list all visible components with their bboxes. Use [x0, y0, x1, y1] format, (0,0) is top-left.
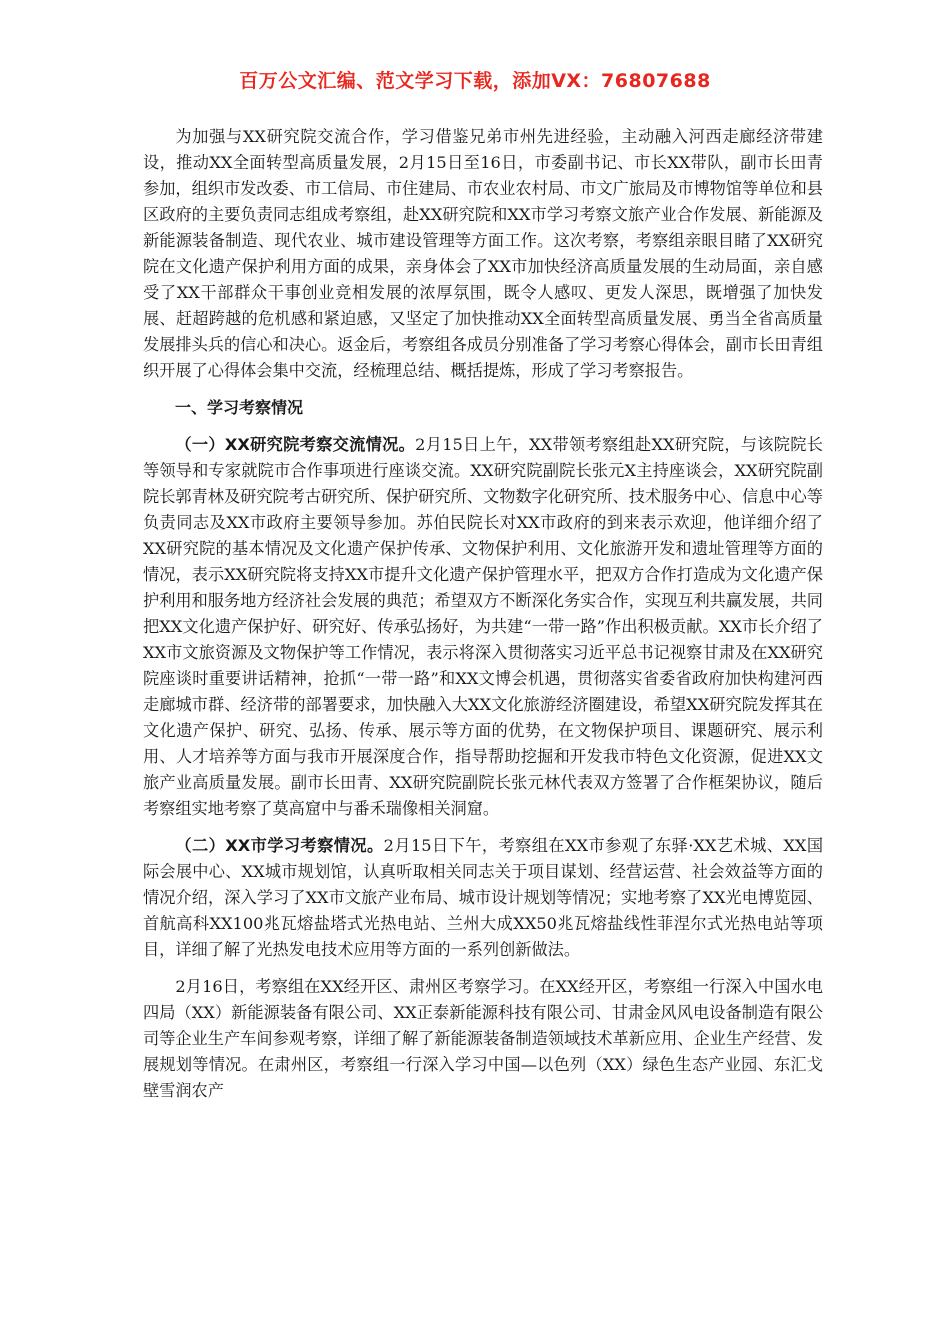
- section-heading: 一、学习考察情况: [175, 398, 304, 417]
- subsection-2-body: 2月15日下午，考察组在XX市参观了东驿·XX艺术城、XX国际会展中心、XX城市规划馆，认真听取相关同志关于项目谋划、经营运营、社会效益等方面的情况介绍，深入学习了XX市文旅产业布局、城市设计规划等情况；实地考察了XX光电博览园、首航高科XX100兆瓦熔盐塔式光热电站、兰州大成XX50兆瓦熔盐线性菲涅尔式光热电站等项目，详细了解了光热发电技术应用等方面的一系列创新做法。: [143, 836, 824, 959]
- subsection-2-paragraph: [143, 833, 823, 963]
- subsection-1-paragraph: [143, 432, 823, 822]
- intro-paragraph: 为加强与XX研究院交流合作，学习借鉴兄弟市州先进经验，主动融入河西走廊经济带建设，推动XX全面转型高质量发展，2月15日至16日，市委副书记、市长XX带队，副市长田青参加，组织市发改委、市工信局、市住建局、市农业农村局、市文广旅局及市博物馆等单位和县区政府的主要负责同志组成考察组，赴XX研究院和XX市学习考察文旅产业合作发展、新能源及新能源装备制造、现代农业、城市建设管理等方面工作。这次考察，考察组亲眼目睹了XX研究院在文化遗产保护利用方面的成果，亲身体会了XX市加快经济高质量发展的生动局面，亲自感受了XX干部群众干事创业竞相发展的浓厚氛围，既令人感叹、更发人深思，既增强了加快发展、赶超跨越的危机感和紧迫感，又坚定了加快推动XX全面转型高质量发展、勇当全省高质量发展排头兵的信心和决心。返金后，考察组各成员分别准备了学习考察心得体会，副市长田青组织开展了心得体会集中交流，经梳理总结、概括提炼，形成了学习考察报告。: [143, 127, 823, 380]
- subsection-1-title: （一）XX研究院考察交流情况。: [175, 435, 416, 454]
- day2-paragraph: 2月16日，考察组在XX经开区、肃州区考察学习。在XX经开区，考察组一行深入中国水电四局（XX）新能源装备有限公司、XX正泰新能源科技有限公司、甘肃金风风电设备制造有限公司等企业生产车间参观考察，详细了解了新能源装备制造领域技术革新应用、企业生产经营、发展规划等情况。在肃州区，考察组一行深入学习中国—以色列（XX）绿色生态产业园、东汇戈壁雪润农产: [143, 977, 823, 1100]
- subsection-2-title: （二）XX市学习考察情况。: [175, 836, 384, 855]
- watermark-banner: 百万公文汇编、范文学习下载，添加VX：76807688: [239, 70, 711, 92]
- document-body: [143, 124, 823, 1115]
- subsection-1-body: 2月15日上午，XX带领考察组赴XX研究院，与该院院长等领导和专家就院市合作事项进行座谈交流。XX研究院副院长张元X主持座谈会，XX研究院副院长郭青林及研究院考古研究所、保护研究所、文物数字化研究所、技术服务中心、信息中心等负责同志及XX市政府主要领导参加。苏伯民院长对XX市政府的到来表示欢迎，他详细介绍了XX研究院的基本情况及文化遗产保护传承、文物保护利用、文化旅游开发和遗址管理等方面的情况，表示XX研究院将支持XX市提升文化遗产保护管理水平，把双方合作打造成为文化遗产保护利用和服务地方经济社会发展的典范；希望双方不断深化务实合作，实现互利共赢发展，共同把XX文化遗产保护好、研究好、传承弘扬好，为共建“一带一路”作出积极贡献。XX市长介绍了XX市文旅资源及文物保护等工作情况，表示将深入贯彻落实习近平总书记视察甘肃及在XX研究院座谈时重要讲话精神，抢抓“一带一路”和XX文博会机遇，贯彻落实省委省政府加快构建河西走廊城市群、经济带的部署要求，加快融入大XX文化旅游经济圈建设，希望XX研究院发挥其在文化遗产保护、研究、弘扬、传承、展示等方面的优势，在文物保护项目、课题研究、展示利用、人才培养等方面与我市开展深度合作，指导帮助挖掘和开发我市特色文化资源，促进XX文旅产业高质量发展。副市长田青、XX研究院副院长张元林代表双方签署了合作框架协议，随后考察组实地考察了莫高窟中与番禾瑞像相关洞窟。: [143, 435, 823, 818]
